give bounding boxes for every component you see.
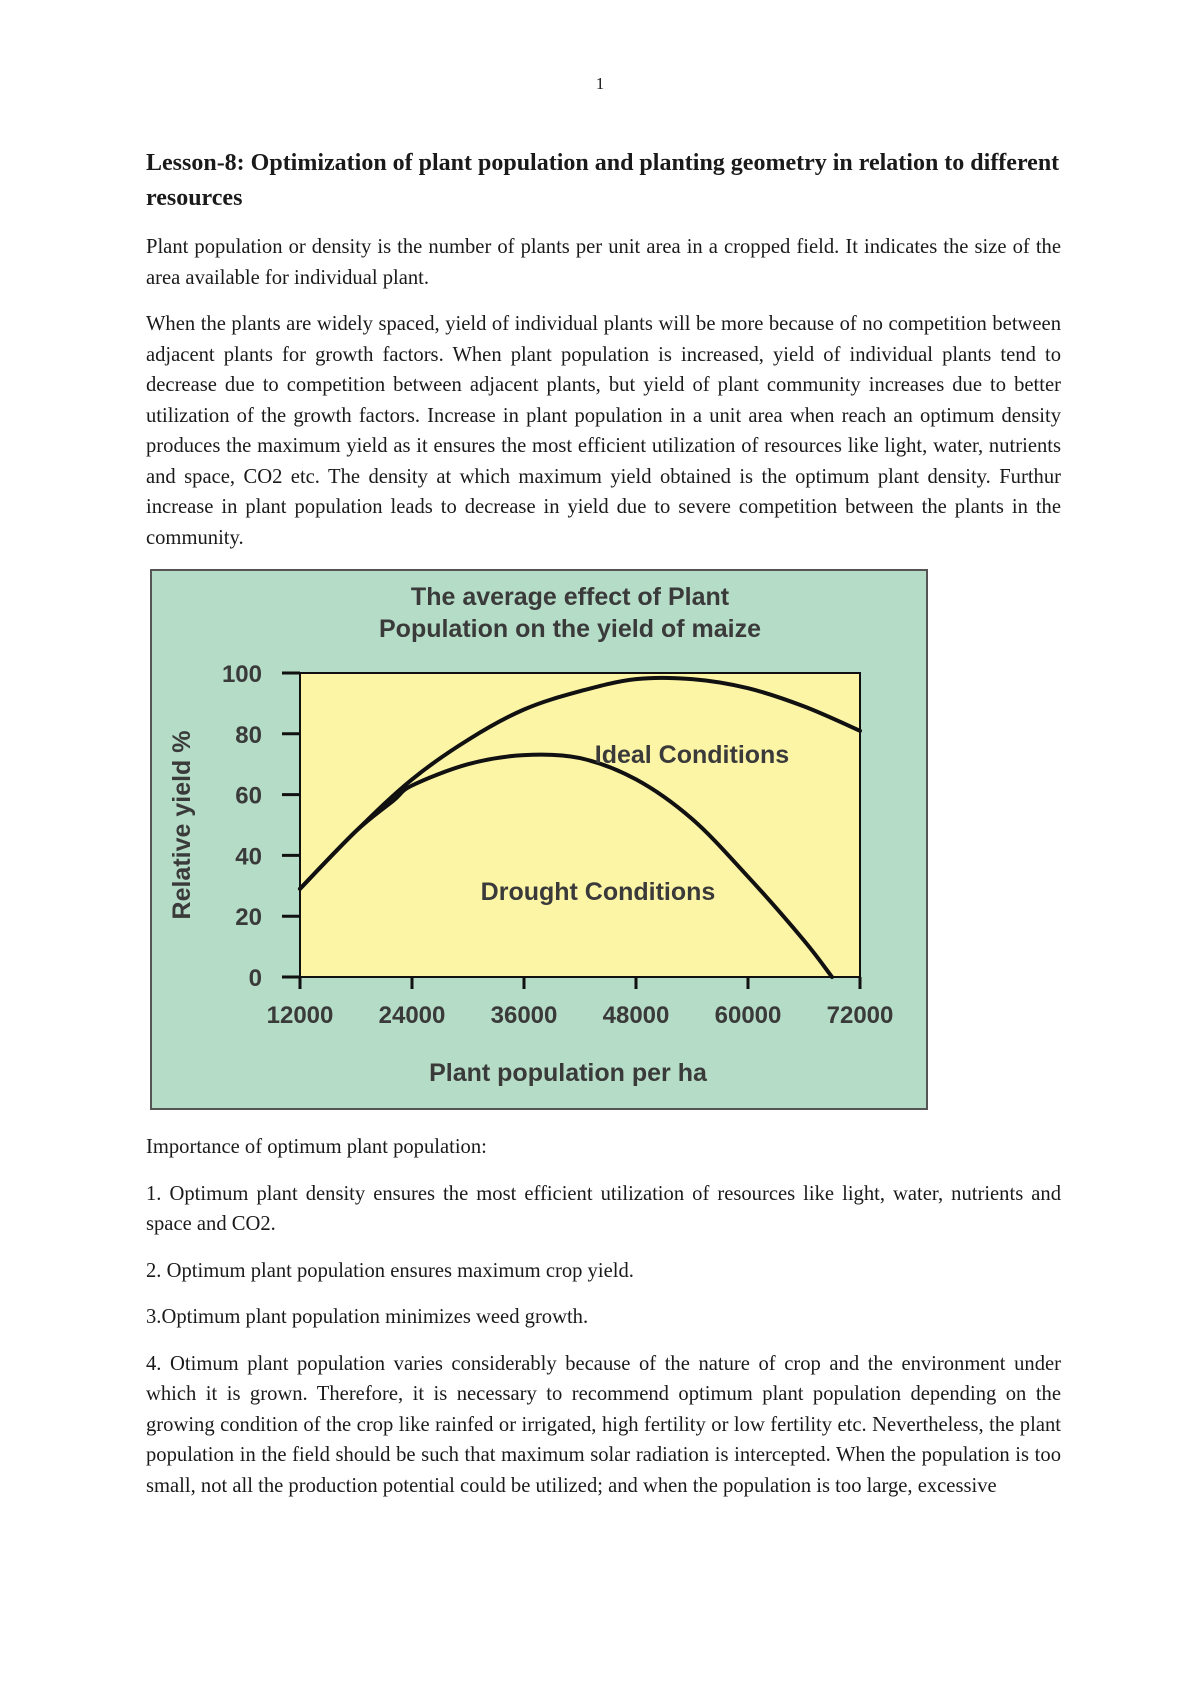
importance-item-4: 4. Otimum plant population varies considerably because of the nature of crop and the environment under which it is grown. Therefore, it is necessary to recommend optimum plant population depending on the growing condition of the crop like rainfed or irrigated, high fertility or low fertility etc. Nevertheless, the plant population in the field should be such that maximum solar radiation is intercepted. When the population is too small, not all the production potential could be utilized; and when the population is too large, excessive	[146, 1352, 1061, 1497]
annotation-drought-conditions: Drought Conditions	[480, 878, 716, 906]
paragraph-definition: Plant population or density is the number of plants per unit area in a cropped field. It indicates the size of the area available for individual plant.	[146, 236, 1061, 289]
x-tick-label: 36000	[490, 1002, 558, 1029]
document-body	[146, 146, 1061, 1517]
y-tick-label: 20	[235, 904, 262, 932]
maize-yield-figure	[150, 569, 928, 1110]
y-tick-label: 80	[235, 721, 262, 749]
chart-title-line-2: Population on the yield of maize	[379, 615, 761, 643]
page-number: 1	[595, 74, 605, 93]
y-tick-label: 60	[235, 782, 262, 810]
importance-item-3: 3.Optimum plant population minimizes weed growth.	[146, 1306, 589, 1328]
plot-area	[300, 673, 860, 977]
chart-title-line-1: The average effect of Plant	[410, 583, 730, 611]
y-tick-label: 0	[248, 965, 262, 992]
x-tick-label: 24000	[378, 1002, 446, 1029]
x-tick-label: 48000	[602, 1002, 670, 1029]
x-tick-label: 12000	[266, 1002, 334, 1029]
y-tick-label: 40	[235, 843, 262, 871]
y-axis-label: Relative yield %	[168, 730, 196, 920]
annotation-ideal-conditions: Ideal Conditions	[594, 741, 790, 769]
importance-heading: Importance of optimum plant population:	[146, 1136, 487, 1158]
y-tick-label: 100	[221, 661, 262, 688]
maize-yield-chart	[150, 569, 928, 1110]
paragraph-spacing-yield: When the plants are widely spaced, yield of individual plants will be more because of no competition between adjacent plants for growth factors. When plant population is increased, yield of individual plants tend to decrease due to competition between adjacent plants, but yield of plant community increases due to better utilization of the growth factors. Increase in plant population in a unit area when reach an optimum density produces the maximum yield as it ensures the most efficient utilization of resources like light, water, nutrients and space, CO2 etc. The density at which maximum yield obtained is the optimum plant density. Furthur increase in plant population leads to decrease in yield due to severe competition between the plants in the community.	[146, 313, 1061, 549]
x-axis-label: Plant population per ha	[429, 1059, 707, 1087]
lesson-title: Lesson-8: Optimization of plant population and planting geometry in relation to different resources	[146, 150, 1060, 211]
x-tick-label: 60000	[714, 1002, 782, 1029]
importance-item-1: 1. Optimum plant density ensures the most efficient utilization of resources like light, water, nutrients and space and CO2.	[146, 1182, 1061, 1235]
importance-item-2: 2. Optimum plant population ensures maximum crop yield.	[146, 1259, 634, 1282]
x-tick-label: 72000	[826, 1002, 894, 1029]
